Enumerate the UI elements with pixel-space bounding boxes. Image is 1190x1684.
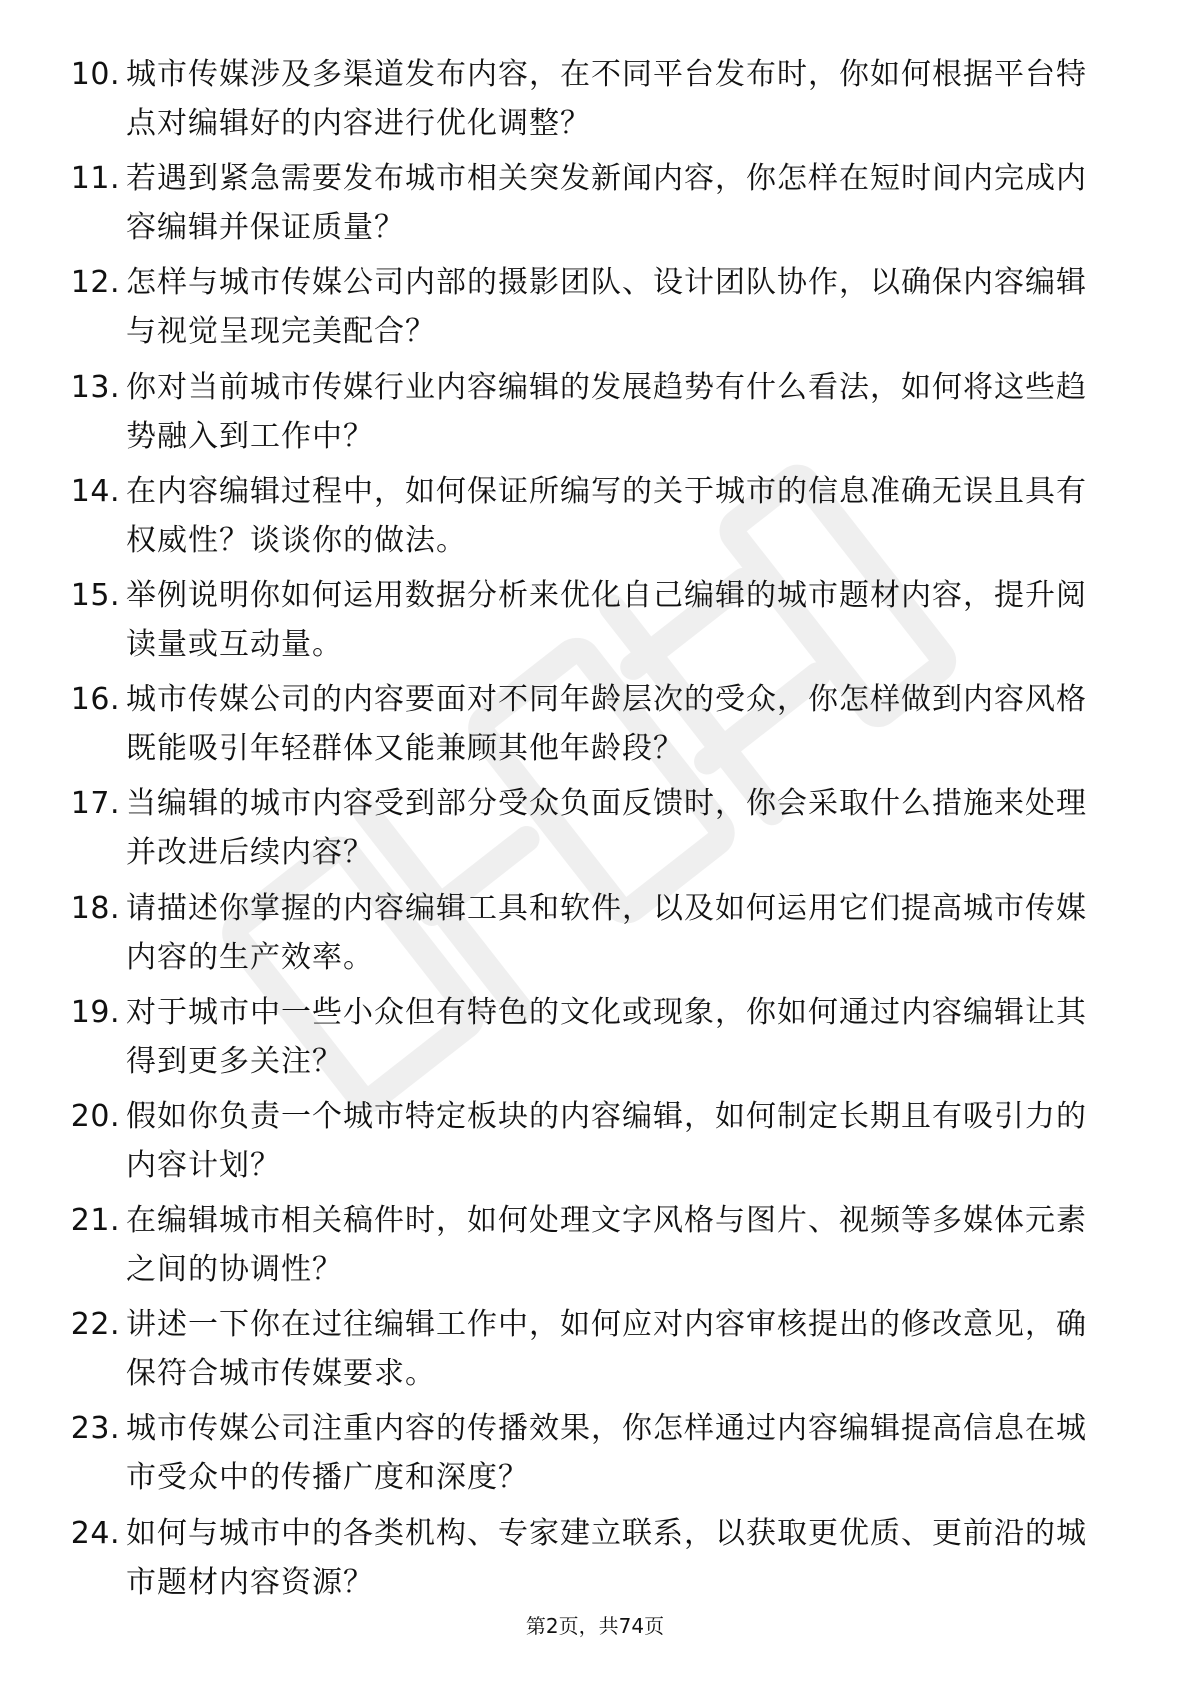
question-item — [58, 258, 1118, 362]
question-number: 18. — [70, 890, 120, 926]
question-text: 城市传媒公司的内容要面对不同年龄层次的受众，你怎样做到内容风格既能吸引年轻群体又能兼顾其他年龄段？ — [126, 682, 1087, 767]
question-list — [58, 50, 1118, 1613]
question-number: 12. — [70, 265, 120, 301]
question-text: 讲述一下你在过往编辑工作中，如何应对内容审核提出的修改意见，确保符合城市传媒要求。 — [126, 1307, 1087, 1392]
question-item — [58, 50, 1118, 154]
question-item — [58, 363, 1118, 467]
question-number: 24. — [70, 1515, 120, 1551]
question-text: 对于城市中一些小众但有特色的文化或现象，你如何通过内容编辑让其得到更多关注？ — [126, 994, 1087, 1079]
question-text: 请描述你掌握的内容编辑工具和软件，以及如何运用它们提高城市传媒内容的生产效率。 — [126, 890, 1087, 975]
question-number: 23. — [70, 1411, 120, 1447]
question-text: 城市传媒涉及多渠道发布内容，在不同平台发布时，你如何根据平台特点对编辑好的内容进行优化调整？ — [126, 57, 1087, 141]
question-number: 16. — [70, 682, 120, 718]
question-item — [58, 1300, 1118, 1404]
question-item — [58, 154, 1118, 258]
question-number: 14. — [70, 473, 120, 509]
question-text: 假如你负责一个城市特定板块的内容编辑，如何制定长期且有吸引力的内容计划？ — [126, 1098, 1087, 1183]
question-number: 13. — [70, 369, 120, 405]
question-item — [58, 988, 1118, 1092]
question-number: 17. — [70, 786, 120, 822]
question-number: 15. — [70, 577, 120, 613]
question-text: 在编辑城市相关稿件时，如何处理文字风格与图片、视频等多媒体元素之间的协调性？ — [126, 1203, 1087, 1288]
question-item — [58, 779, 1118, 883]
question-text: 若遇到紧急需要发布城市相关突发新闻内容，你怎样在短时间内完成内容编辑并保证质量？ — [126, 161, 1087, 246]
question-text: 在内容编辑过程中，如何保证所编写的关于城市的信息准确无误且具有权威性？谈谈你的做法。 — [126, 473, 1087, 558]
question-text: 当编辑的城市内容受到部分受众负面反馈时，你会采取什么措施来处理并改进后续内容？ — [126, 786, 1087, 871]
question-number: 22. — [70, 1307, 120, 1343]
question-number: 10. — [70, 57, 120, 92]
question-text: 你对当前城市传媒行业内容编辑的发展趋势有什么看法，如何将这些趋势融入到工作中？ — [126, 369, 1087, 454]
question-text: 如何与城市中的各类机构、专家建立联系，以获取更优质、更前沿的城市题材内容资源？ — [126, 1515, 1087, 1600]
question-item — [58, 884, 1118, 988]
question-item — [58, 1196, 1118, 1300]
question-text: 举例说明你如何运用数据分析来优化自己编辑的城市题材内容，提升阅读量或互动量。 — [126, 577, 1087, 662]
question-number: 11. — [70, 161, 120, 197]
question-item — [58, 1509, 1118, 1613]
page-number-footer: 第2页，共74页 — [525, 1614, 665, 1638]
question-item — [58, 675, 1118, 779]
question-item — [58, 571, 1118, 675]
question-item — [58, 1092, 1118, 1196]
question-number: 20. — [70, 1098, 120, 1134]
question-item — [58, 1404, 1118, 1508]
question-text: 怎样与城市传媒公司内部的摄影团队、设计团队协作，以确保内容编辑与视觉呈现完美配合？ — [126, 265, 1087, 350]
question-text: 城市传媒公司注重内容的传播效果，你怎样通过内容编辑提高信息在城市受众中的传播广度和深度？ — [126, 1411, 1087, 1496]
question-item — [58, 467, 1118, 571]
question-number: 21. — [70, 1203, 120, 1239]
question-number: 19. — [70, 994, 120, 1030]
